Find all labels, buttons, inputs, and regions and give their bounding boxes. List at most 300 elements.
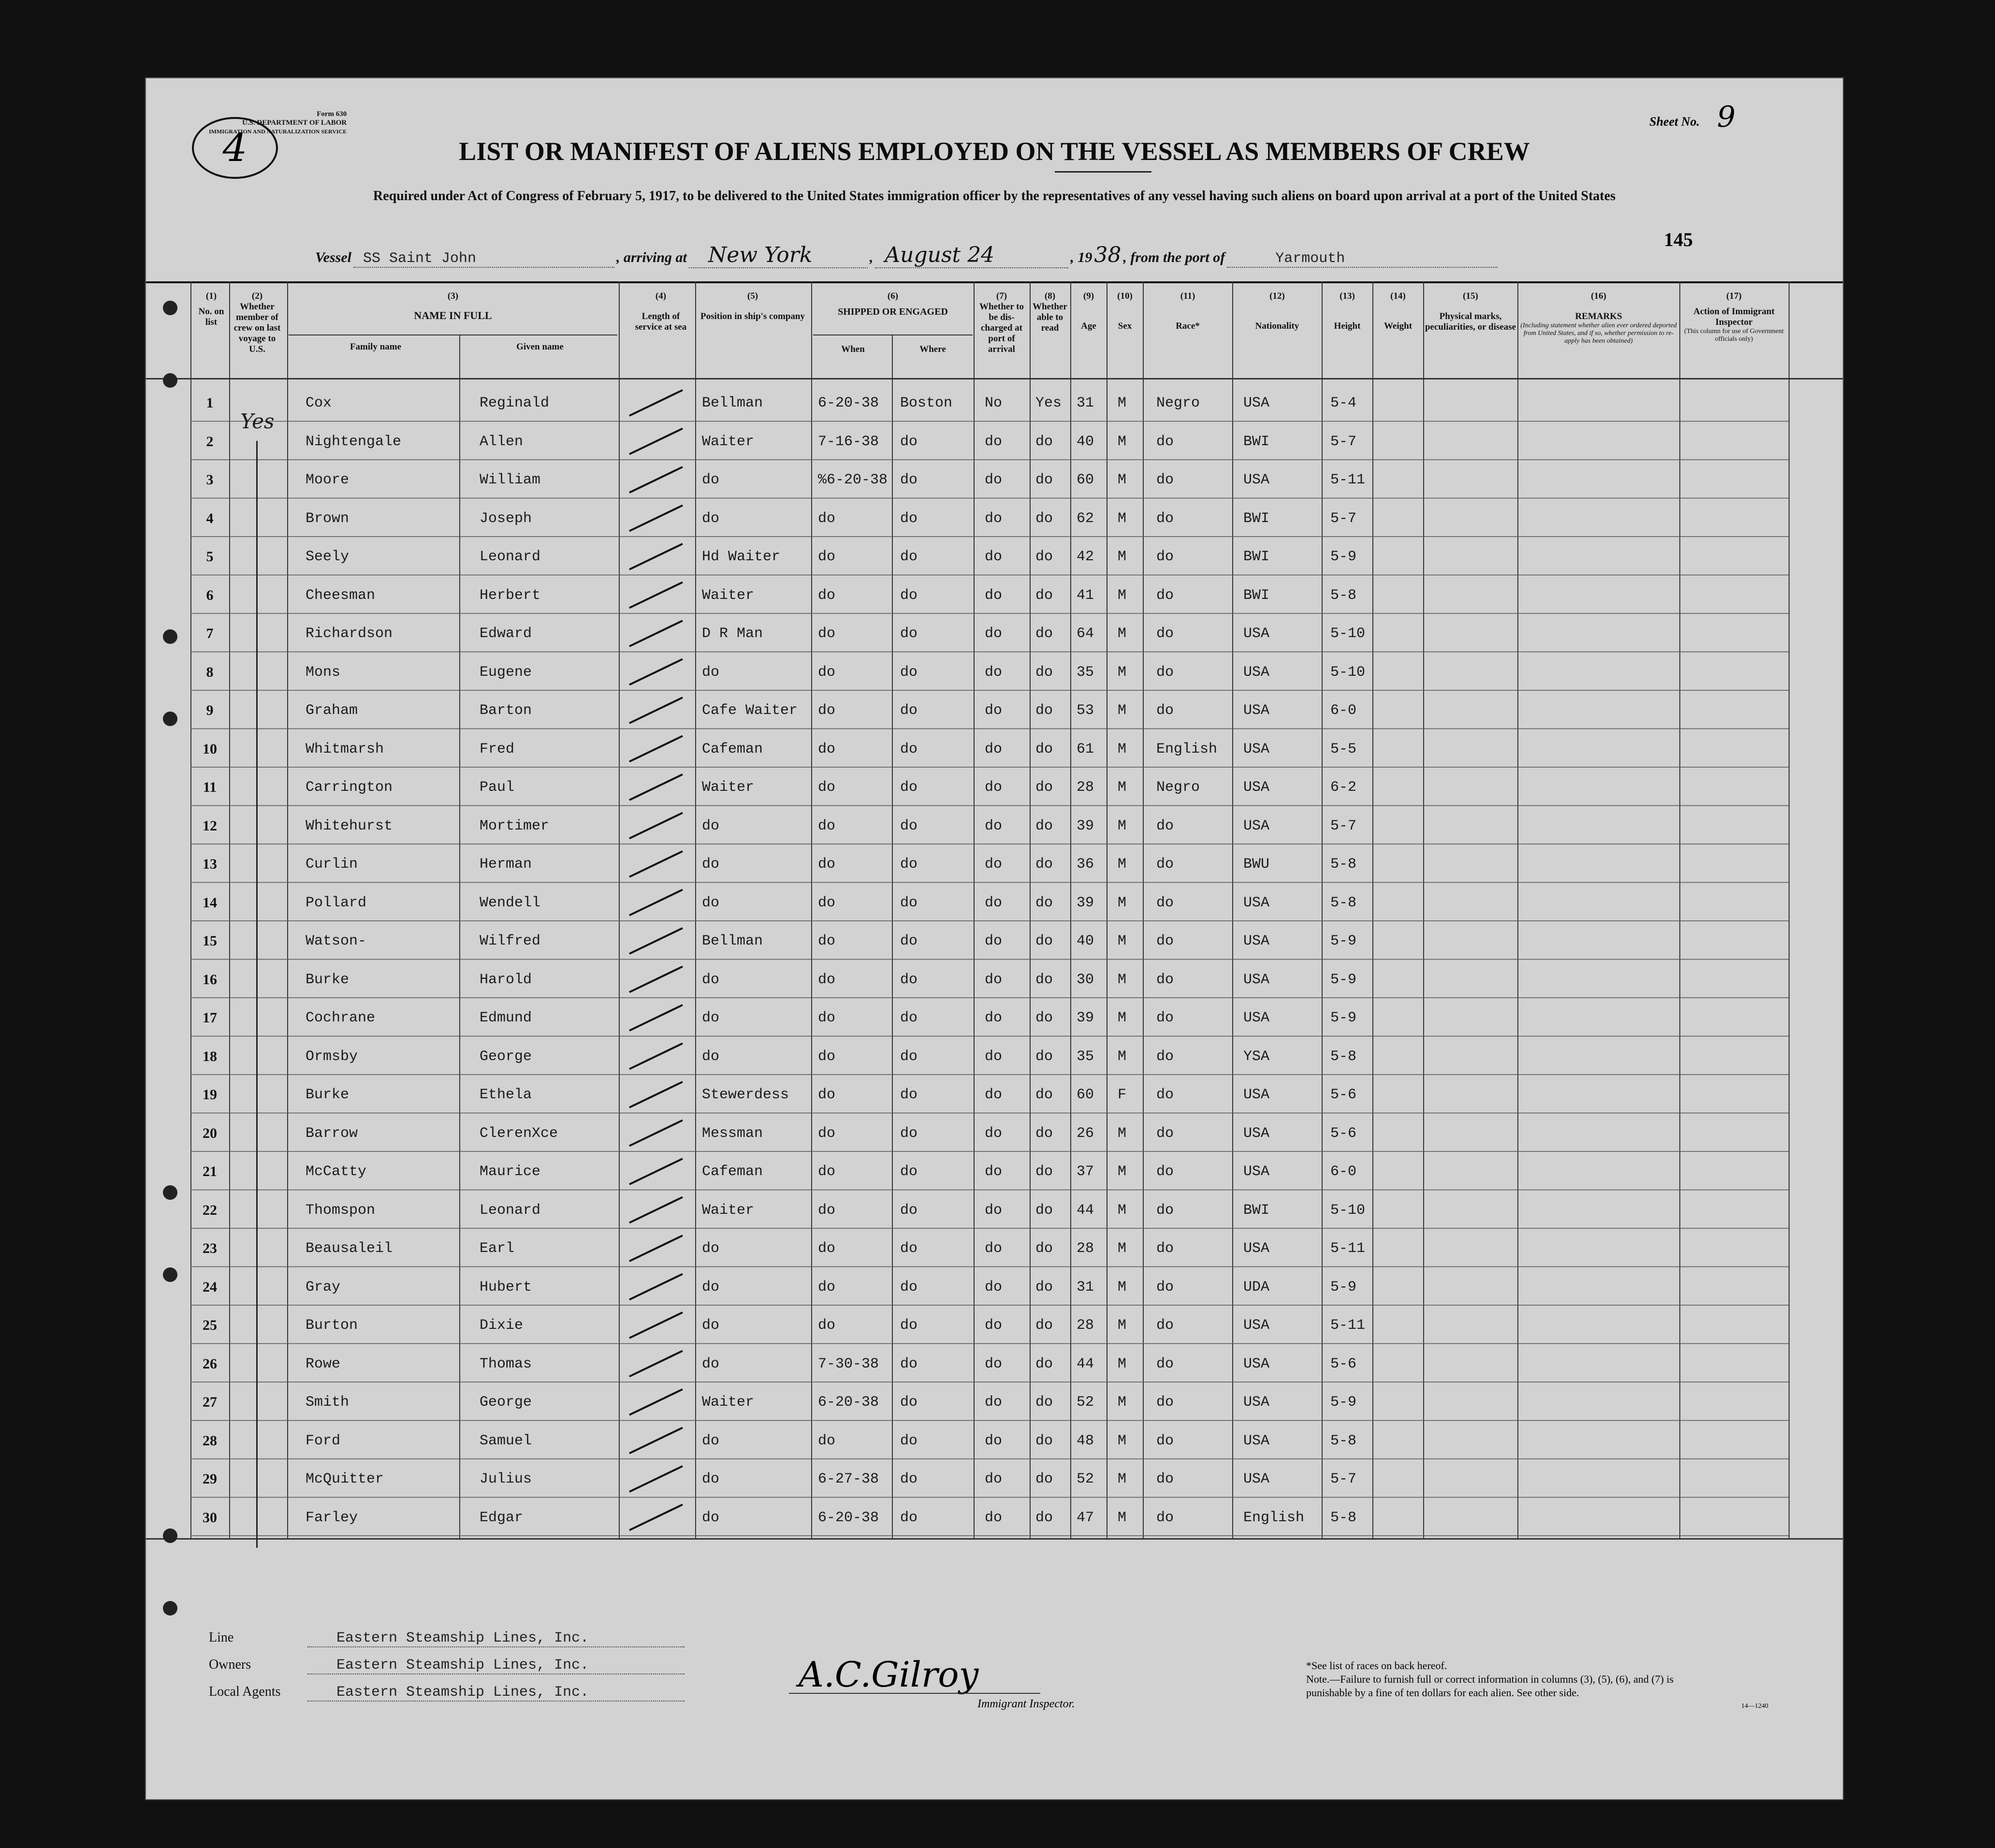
cell-discharged: do (985, 779, 1003, 796)
cell-row-number: 12 (203, 817, 217, 834)
cell-row-number: 14 (203, 894, 217, 911)
cell-able-to-read: do (1035, 1240, 1053, 1257)
cell-shipped-where: do (900, 1394, 918, 1411)
cell-race: do (1156, 856, 1174, 873)
cell-family-name: Brown (306, 510, 349, 527)
cell-age: 53 (1077, 702, 1094, 719)
cell-position: Waiter (702, 779, 755, 796)
cell-age: 28 (1077, 1240, 1094, 1257)
cell-sex: M (1118, 1164, 1127, 1180)
form-identifier (209, 110, 347, 136)
cell-given-name: Hubert (480, 1279, 532, 1295)
cell-given-name: Eugene (480, 664, 532, 681)
cell-shipped-where: Boston (900, 395, 953, 411)
cell-discharged: do (985, 856, 1003, 873)
cell-sex: M (1118, 1010, 1127, 1026)
cell-height: 6-0 (1330, 702, 1357, 719)
cell-nationality: USA (1243, 1355, 1270, 1372)
cell-position: do (702, 1509, 720, 1526)
cell-given-name: Fred (480, 741, 515, 757)
cell-sex: M (1118, 856, 1127, 873)
cell-height: 5-8 (1330, 1509, 1357, 1526)
cell-nationality: YSA (1243, 1048, 1270, 1065)
cell-row-number: 3 (206, 472, 214, 488)
cell-row-number: 27 (203, 1394, 217, 1410)
cell-shipped-when: do (818, 702, 836, 719)
cell-able-to-read: do (1035, 1125, 1053, 1142)
cell-sex: M (1118, 1394, 1127, 1411)
cell-position: do (702, 1279, 720, 1295)
cell-given-name: Ethela (480, 1087, 532, 1103)
cell-age: 35 (1077, 1048, 1094, 1065)
form-number: Form 630 (317, 110, 347, 118)
cell-able-to-read: do (1035, 1279, 1053, 1295)
binder-hole (163, 373, 177, 388)
cell-nationality: USA (1243, 1240, 1270, 1257)
cell-shipped-when: do (818, 587, 836, 604)
cell-able-to-read: do (1035, 741, 1053, 757)
cell-shipped-when: do (818, 626, 836, 642)
cell-shipped-where: do (900, 1048, 918, 1065)
cell-row-number: 4 (206, 510, 214, 526)
agents-label: Local Agents (209, 1684, 281, 1699)
cell-age: 52 (1077, 1394, 1094, 1411)
cell-shipped-when: do (818, 1125, 836, 1142)
cell-position: D R Man (702, 626, 763, 642)
cell-discharged: do (985, 1432, 1003, 1449)
cell-row-number: 17 (203, 1010, 217, 1026)
cell-shipped-where: do (900, 587, 918, 604)
binder-hole (163, 1185, 177, 1200)
cell-race: do (1156, 626, 1174, 642)
family-name-header: Family name (349, 342, 402, 352)
cell-discharged: do (985, 702, 1003, 719)
col-4-header: (4) Length of service at sea (635, 291, 687, 332)
cell-able-to-read: do (1035, 933, 1053, 949)
cell-position: do (702, 1240, 720, 1257)
cell-row-number: 15 (203, 933, 217, 949)
service-tick-mark (629, 736, 683, 762)
cell-able-to-read: do (1035, 971, 1053, 988)
service-tick-mark (629, 1312, 683, 1338)
cell-sex: M (1118, 1279, 1127, 1295)
cell-given-name: Mortimer (480, 817, 550, 834)
owners-value: Eastern Steamship Lines, Inc. (307, 1657, 684, 1674)
cell-row-number: 28 (203, 1432, 217, 1449)
line-label: Line (209, 1630, 234, 1645)
cell-nationality: USA (1243, 971, 1270, 988)
cell-able-to-read: do (1035, 1048, 1053, 1065)
department-name: U.S. DEPARTMENT OF LABOR (242, 119, 347, 127)
cell-able-to-read: do (1035, 1317, 1053, 1334)
cell-shipped-when: 7-30-38 (818, 1355, 879, 1372)
cell-nationality: English (1243, 1509, 1305, 1526)
cell-shipped-where: do (900, 1509, 918, 1526)
cell-able-to-read: do (1035, 626, 1053, 642)
cell-shipped-when: do (818, 971, 836, 988)
cell-family-name: Burton (306, 1317, 358, 1334)
cell-given-name: Samuel (480, 1432, 532, 1449)
cell-position: do (702, 1048, 720, 1065)
cell-shipped-when: do (818, 1164, 836, 1180)
cell-family-name: Seely (306, 549, 349, 565)
cell-sex: M (1118, 510, 1127, 527)
cell-position: Bellman (702, 933, 763, 949)
cell-position: do (702, 472, 720, 488)
cell-shipped-when: do (818, 664, 836, 681)
col-11-header: (11) Race* (1176, 291, 1200, 331)
cell-given-name: Leonard (480, 1202, 541, 1219)
binder-hole (163, 1601, 177, 1615)
cell-discharged: do (985, 894, 1003, 911)
stamp-number: 145 (1664, 229, 1693, 250)
cell-discharged: do (985, 1087, 1003, 1103)
cell-race: do (1156, 472, 1174, 488)
cell-able-to-read: do (1035, 779, 1053, 796)
cell-family-name: Pollard (306, 894, 367, 911)
cell-shipped-where: do (900, 856, 918, 873)
cell-age: 39 (1077, 894, 1094, 911)
cell-family-name: Whitmarsh (306, 741, 384, 757)
cell-sex: M (1118, 1355, 1127, 1372)
cell-family-name: Richardson (306, 626, 393, 642)
cell-sex: M (1118, 779, 1127, 796)
cell-given-name: Earl (480, 1240, 515, 1257)
cell-shipped-where: do (900, 510, 918, 527)
cell-family-name: Farley (306, 1509, 358, 1526)
cell-row-number: 16 (203, 971, 217, 988)
cell-discharged: do (985, 1509, 1003, 1526)
cell-position: do (702, 664, 720, 681)
cell-sex: M (1118, 433, 1127, 450)
cell-given-name: Edmund (480, 1010, 532, 1026)
service-tick-mark (629, 813, 683, 839)
cell-discharged: do (985, 1240, 1003, 1257)
cell-row-number: 6 (206, 587, 214, 603)
col-2-header: (2) Whether member of crew on last voyage to U.S. (233, 291, 281, 354)
cell-shipped-when: do (818, 1048, 836, 1065)
cell-height: 5-9 (1330, 1394, 1357, 1411)
service-tick-mark (629, 582, 683, 608)
cell-nationality: BWU (1243, 856, 1270, 873)
vessel-line: Vessel SS Saint John , arriving at New York , August 24 , 19 38 , from the port of Yarmouth (315, 243, 1498, 268)
service-tick-mark (629, 1466, 683, 1492)
cell-row-number: 18 (203, 1048, 217, 1064)
col-6-header: (6) SHIPPED OR ENGAGED (838, 291, 948, 317)
cell-family-name: Beausaleil (306, 1240, 393, 1257)
ditto-line (256, 441, 258, 1548)
cell-height: 6-0 (1330, 1164, 1357, 1180)
cell-sex: M (1118, 472, 1127, 488)
cell-race: do (1156, 1432, 1174, 1449)
cell-able-to-read: do (1035, 1394, 1053, 1411)
cell-family-name: Carrington (306, 779, 393, 796)
cell-family-name: Cheesman (306, 587, 376, 604)
cell-row-number: 25 (203, 1317, 217, 1333)
cell-discharged: do (985, 472, 1003, 488)
cell-position: Cafe Waiter (702, 702, 798, 719)
manifest-sheet (145, 77, 1844, 1800)
cell-given-name: Wilfred (480, 933, 541, 949)
cell-row-number: 5 (206, 549, 214, 565)
cell-row-number: 22 (203, 1202, 217, 1218)
cell-nationality: USA (1243, 1394, 1270, 1411)
cell-family-name: Graham (306, 702, 358, 719)
cell-family-name: Curlin (306, 856, 358, 873)
vessel-name: SS Saint John (353, 250, 614, 268)
cell-height: 5-7 (1330, 510, 1357, 527)
cell-race: do (1156, 1202, 1174, 1219)
cell-shipped-when: do (818, 1010, 836, 1026)
cell-able-to-read: do (1035, 664, 1053, 681)
cell-sex: M (1118, 1202, 1127, 1219)
col-14-header: (14) Weight (1383, 291, 1413, 331)
inspector-label: Immigrant Inspector. (977, 1698, 1075, 1710)
cell-shipped-when: do (818, 741, 836, 757)
cell-shipped-where: do (900, 702, 918, 719)
cell-shipped-when: 6-27-38 (818, 1471, 879, 1487)
cell-nationality: USA (1243, 702, 1270, 719)
penalty-note: Note.—Failure to furnish full or correct information in columns (3), (5), (6), and (7) is punishable by a fine of ten dollars for each alien. See other side. (1306, 1673, 1674, 1699)
cell-race: do (1156, 933, 1174, 949)
where-header: Where (919, 344, 946, 354)
circled-number-value: 4 (222, 125, 248, 170)
cell-shipped-when: do (818, 1240, 836, 1257)
cell-position: do (702, 817, 720, 834)
cell-age: 36 (1077, 856, 1094, 873)
cell-nationality: USA (1243, 1125, 1270, 1142)
cell-age: 39 (1077, 817, 1094, 834)
cell-shipped-when: do (818, 1317, 836, 1334)
cell-age: 52 (1077, 1471, 1094, 1487)
cell-race: do (1156, 1125, 1174, 1142)
cell-race: do (1156, 1394, 1174, 1411)
cell-sex: M (1118, 626, 1127, 642)
cell-nationality: BWI (1243, 549, 1270, 565)
cell-sex: M (1118, 664, 1127, 681)
cell-age: 60 (1077, 1087, 1094, 1103)
cell-given-name: Edward (480, 626, 532, 642)
crew-table (146, 281, 1843, 1635)
cell-race: do (1156, 1279, 1174, 1295)
year-label: , 19 (1070, 249, 1092, 265)
cell-discharged: do (985, 933, 1003, 949)
cell-row-number: 26 (203, 1355, 217, 1372)
cell-height: 5-8 (1330, 587, 1357, 604)
cell-able-to-read: do (1035, 587, 1053, 604)
cell-family-name: Cox (306, 395, 332, 411)
cell-shipped-where: do (900, 472, 918, 488)
cell-family-name: Gray (306, 1279, 341, 1295)
cell-height: 5-10 (1330, 664, 1366, 681)
cell-age: 26 (1077, 1125, 1094, 1142)
cell-position: do (702, 856, 720, 873)
cell-nationality: USA (1243, 1432, 1270, 1449)
cell-nationality: USA (1243, 779, 1270, 796)
service-tick-mark (629, 1005, 683, 1031)
cell-given-name: Allen (480, 433, 524, 450)
footer-block (209, 1630, 684, 1711)
races-note: *See list of races on back hereof. (1306, 1659, 1447, 1672)
cell-height: 5-11 (1330, 1317, 1366, 1334)
cell-sex: M (1118, 587, 1127, 604)
cell-family-name: Burke (306, 971, 349, 988)
from-port-label: , from the port of (1123, 249, 1225, 265)
binder-hole (163, 712, 177, 726)
cell-row-number: 21 (203, 1164, 217, 1179)
cell-position: Cafeman (702, 741, 763, 757)
cell-able-to-read: do (1035, 894, 1053, 911)
cell-position: do (702, 1010, 720, 1026)
cell-sex: M (1118, 1317, 1127, 1334)
service-tick-mark (629, 698, 683, 723)
cell-position: Waiter (702, 1394, 755, 1411)
cell-height: 5-8 (1330, 1432, 1357, 1449)
cell-family-name: Barrow (306, 1125, 358, 1142)
cell-row-number: 8 (206, 664, 214, 680)
cell-shipped-when: 6-20-38 (818, 395, 879, 411)
service-tick-mark (629, 1159, 683, 1184)
cell-able-to-read: do (1035, 1087, 1053, 1103)
cell-shipped-where: do (900, 549, 918, 565)
cell-discharged: do (985, 1471, 1003, 1487)
cell-nationality: USA (1243, 1471, 1270, 1487)
arrival-date: August 24 (875, 243, 1068, 268)
cell-shipped-when: do (818, 1279, 836, 1295)
cell-able-to-read: do (1035, 1202, 1053, 1219)
cell-race: do (1156, 433, 1174, 450)
cell-nationality: USA (1243, 1317, 1270, 1334)
cell-shipped-when: do (818, 1432, 836, 1449)
cell-able-to-read: do (1035, 510, 1053, 527)
cell-family-name: Ormsby (306, 1048, 358, 1065)
cell-sex: M (1118, 549, 1127, 565)
cell-discharged: do (985, 1279, 1003, 1295)
cell-position: Bellman (702, 395, 763, 411)
col-12-header: (12) Nationality (1255, 291, 1299, 331)
cell-sex: M (1118, 1048, 1127, 1065)
cell-position: do (702, 1355, 720, 1372)
cell-able-to-read: do (1035, 1355, 1053, 1372)
cell-race: Negro (1156, 779, 1200, 796)
cell-discharged: do (985, 433, 1003, 450)
service-tick-mark (629, 544, 683, 569)
arriving-label: , arriving at (616, 249, 687, 265)
cell-nationality: USA (1243, 664, 1270, 681)
cell-position: do (702, 1317, 720, 1334)
col-16-header: (16) REMARKS (Including statement whether alien ever ordered deported from United States, and if so, whether permission to re-apply has been obtained) (1520, 291, 1677, 345)
cell-position: do (702, 1432, 720, 1449)
cell-shipped-where: do (900, 1125, 918, 1142)
cell-family-name: Rowe (306, 1355, 341, 1372)
cell-height: 5-7 (1330, 817, 1357, 834)
cell-shipped-when: do (818, 779, 836, 796)
cell-row-number: 23 (203, 1240, 217, 1256)
cell-given-name: Julius (480, 1471, 532, 1487)
cell-age: 44 (1077, 1355, 1094, 1372)
cell-discharged: do (985, 1317, 1003, 1334)
sheet-label: Sheet No. (1649, 115, 1700, 129)
cell-row-number: 19 (203, 1087, 217, 1103)
cell-shipped-where: do (900, 1010, 918, 1026)
cell-discharged: do (985, 1048, 1003, 1065)
arriving-port: New York (689, 243, 868, 268)
cell-able-to-read: do (1035, 1164, 1053, 1180)
cell-shipped-where: do (900, 971, 918, 988)
cell-sex: F (1118, 1087, 1127, 1103)
cell-race: do (1156, 664, 1174, 681)
cell-position: Cafeman (702, 1164, 763, 1180)
cell-shipped-where: do (900, 817, 918, 834)
cell-family-name: Ford (306, 1432, 341, 1449)
cell-sex: M (1118, 1125, 1127, 1142)
cell-nationality: BWI (1243, 1202, 1270, 1219)
cell-height: 5-5 (1330, 741, 1357, 757)
cell-shipped-where: do (900, 779, 918, 796)
cell-shipped-when: do (818, 549, 836, 565)
cell-sex: M (1118, 817, 1127, 834)
cell-row-number: 11 (203, 779, 217, 795)
cell-discharged: do (985, 587, 1003, 604)
service-tick-mark (629, 890, 683, 916)
service-tick-mark (629, 1274, 683, 1300)
cell-shipped-when: do (818, 856, 836, 873)
title-divider (1055, 171, 1151, 173)
service-tick-mark (629, 1197, 683, 1223)
cell-shipped-where: do (900, 741, 918, 757)
cell-position: do (702, 1471, 720, 1487)
cell-sex: M (1118, 702, 1127, 719)
cell-family-name: Thomspon (306, 1202, 376, 1219)
cell-nationality: USA (1243, 894, 1270, 911)
col-8-header: (8) Whether able to read (1033, 291, 1067, 333)
cell-row-number: 24 (203, 1279, 217, 1295)
cell-height: 5-9 (1330, 549, 1357, 565)
cell-position: do (702, 510, 720, 527)
cell-discharged: do (985, 741, 1003, 757)
service-tick-mark (629, 467, 683, 493)
cell-race: do (1156, 1240, 1174, 1257)
service-tick-mark (629, 1082, 683, 1107)
cell-age: 62 (1077, 510, 1094, 527)
cell-age: 61 (1077, 741, 1094, 757)
cell-discharged: do (985, 549, 1003, 565)
first-row-member-value: Yes (240, 409, 275, 433)
service-tick-mark (629, 1428, 683, 1454)
print-code: 14—1240 (1741, 1702, 1768, 1710)
cell-given-name: Reginald (480, 395, 550, 411)
cell-nationality: USA (1243, 817, 1270, 834)
sheet-number: 9 (1717, 100, 1736, 134)
cell-race: Negro (1156, 395, 1200, 411)
cell-shipped-where: do (900, 626, 918, 642)
cell-discharged: do (985, 1125, 1003, 1142)
cell-height: 5-4 (1330, 395, 1357, 411)
cell-age: 37 (1077, 1164, 1094, 1180)
cell-race: do (1156, 894, 1174, 911)
binder-hole (163, 301, 177, 315)
cell-nationality: USA (1243, 626, 1270, 642)
service-tick-mark (629, 659, 683, 685)
col-9-header: (9) Age (1081, 291, 1096, 331)
cell-height: 5-11 (1330, 472, 1366, 488)
cell-position: Hd Waiter (702, 549, 781, 565)
cell-race: do (1156, 1087, 1174, 1103)
cell-height: 5-9 (1330, 1010, 1357, 1026)
cell-shipped-where: do (900, 1240, 918, 1257)
cell-shipped-where: do (900, 1432, 918, 1449)
cell-shipped-when: 6-20-38 (818, 1394, 879, 1411)
